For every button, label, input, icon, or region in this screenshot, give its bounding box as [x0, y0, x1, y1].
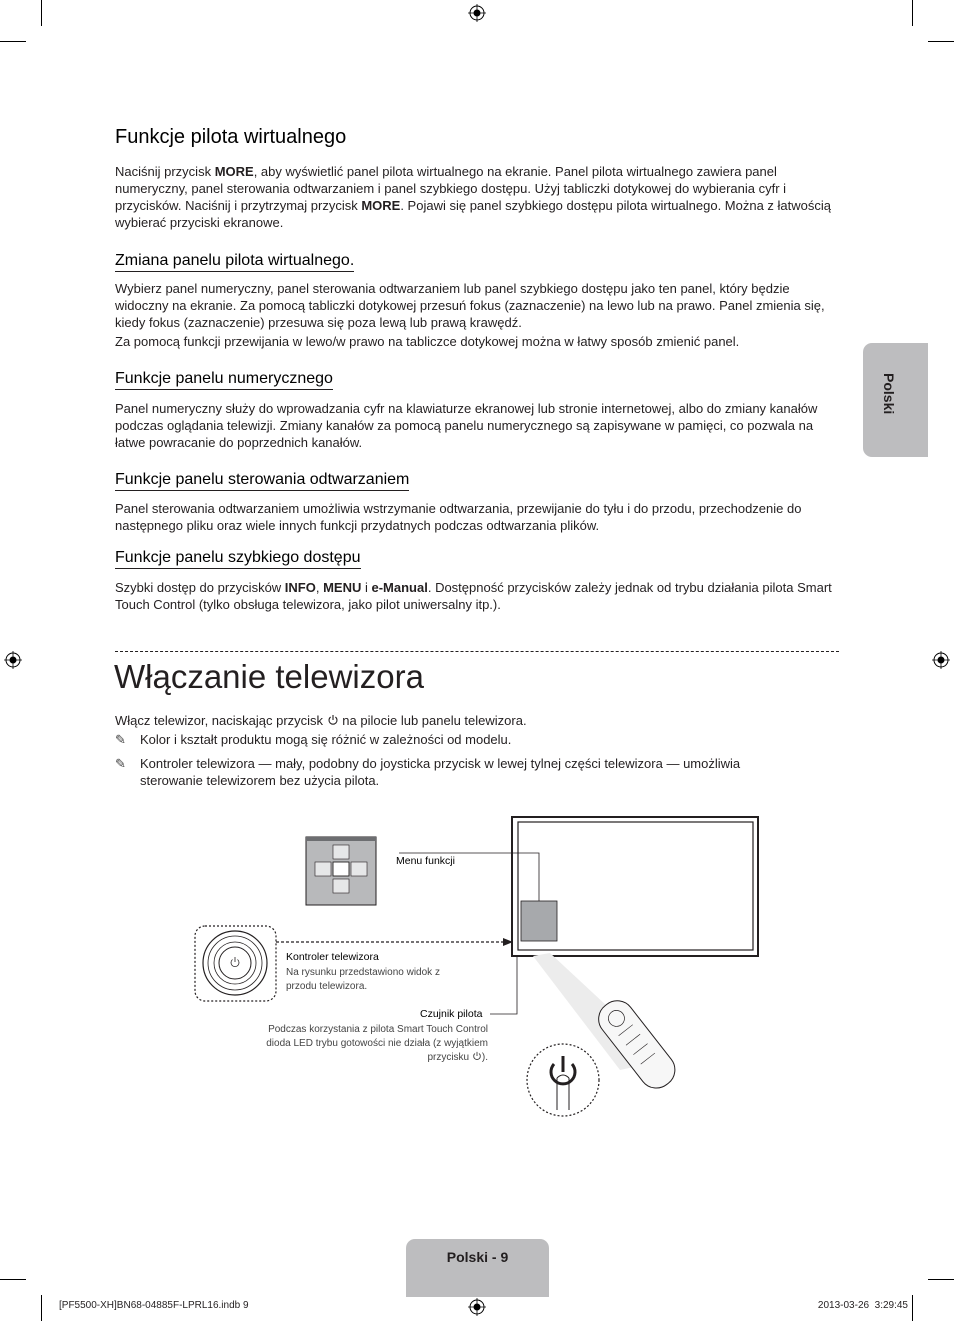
- language-tab-label: Polski: [881, 373, 897, 415]
- bold-keyword: INFO: [284, 580, 316, 595]
- intro-paragraph: [115, 163, 835, 231]
- crop-mark: [912, 1295, 913, 1321]
- subsection-title: Funkcje panelu numerycznego: [115, 370, 333, 390]
- registration-mark-icon: [468, 4, 486, 22]
- crop-mark: [0, 41, 26, 42]
- intro-text: Włącz telewizor, naciskając przycisk: [115, 713, 327, 728]
- sensor-label: Czujnik pilota: [420, 1008, 483, 1020]
- text-run: Szybki dostęp do przycisków: [115, 580, 285, 595]
- subsection-title: Funkcje panelu sterowania odtwarzaniem: [115, 471, 409, 491]
- power-press-circle: [527, 1044, 599, 1116]
- paragraph: Panel sterowania odtwarzaniem umożliwia wstrzymanie odtwarzania, przewijanie do tyłu i do przodu, przechodzenie do następnego pliku oraz wiele innych funkcji przydatnych podczas odtwarzania plików.: [115, 501, 802, 533]
- text-run: Naciśnij przycisk: [115, 164, 215, 179]
- page-heading: Włączanie telewizora: [114, 658, 424, 695]
- controller-description: Na rysunku przedstawiono widok z przodu telewizora.: [286, 967, 440, 992]
- crop-mark: [928, 41, 954, 42]
- menu-preview: [521, 901, 557, 941]
- power-icon: [472, 1051, 482, 1061]
- registration-mark-icon: [4, 651, 22, 669]
- page-number-tab: [406, 1239, 549, 1297]
- paragraph: [115, 579, 835, 613]
- paragraph: Panel numeryczny służy do wprowadzania cyfr na klawiaturze ekranowej lub stronie internetowej, albo do zmiany kanałów podczas oglądania telewizji. Zmiany kanałów za pomocą panelu numerycznego są zapisywane w pamięci, co pozwala na łatwe powracanie do poprzednich kanałów.: [115, 401, 818, 450]
- bold-keyword: MORE: [361, 198, 401, 213]
- crop-mark: [0, 1279, 26, 1280]
- text-run: ,: [315, 580, 324, 595]
- intro-text: na pilocie lub panelu telewizora.: [338, 713, 527, 728]
- menu-label: Menu funkcji: [396, 855, 455, 867]
- tv-diagram: [190, 810, 770, 1120]
- footer-timestamp: 2013-03-26 ︎ 3:29:45: [817, 1300, 908, 1311]
- language-side-tab: [863, 343, 928, 457]
- pencil-note-icon: ✎: [115, 756, 126, 771]
- crop-mark: [41, 0, 42, 26]
- subsection-title: Zmiana panelu pilota wirtualnego.: [115, 252, 354, 272]
- paragraph: Wybierz panel numeryczny, panel sterowania odtwarzaniem lub panel szybkiego dostępu jako ten panel, który będzie widoczny na ekranie. Za pomocą tabliczki dotykowej przesuń fokus (zaznaczenie) na lewo lub na prawo. Panel zmienia się, kiedy fokus (zaznaczenie) przesuwa się poza lewą lub prawą krawędź.: [115, 281, 825, 330]
- section-divider: [115, 651, 839, 652]
- footer-filename: [PF5500-XH]BN68-04885F-LPRL16.indb 9: [59, 1300, 249, 1311]
- bold-keyword: e-Manual: [371, 580, 428, 595]
- page-number: Polski - 9: [446, 1249, 509, 1265]
- crop-mark: [41, 1295, 42, 1321]
- registration-mark-icon: [932, 651, 950, 669]
- bold-keyword: MENU: [323, 580, 362, 595]
- controller-label: Kontroler telewizora: [286, 951, 379, 963]
- text-run: , aby wyświetlić panel pilota wirtualnego na ekranie. Panel pilota wirtualnego zawiera panel numeryczny, panel sterowania odtwarzaniem i panel szybkiego dostępu. Użyj tabliczki dotykowej do wybierania cyfr i przycisków. Naciśnij i przytrzymaj przycisk: [115, 164, 787, 213]
- intro-paragraph: [115, 712, 835, 729]
- bold-keyword: MORE: [214, 164, 254, 179]
- pencil-note-icon: ✎: [115, 732, 126, 747]
- subsection-title: Funkcje panelu szybkiego dostępu: [115, 549, 361, 569]
- crop-mark: [912, 0, 913, 26]
- crop-mark: [928, 1279, 954, 1280]
- sensor-description: Podczas korzystania z pilota Smart Touch Control dioda LED trybu gotowości nie działa (z wyjątkiem przycisku ).: [266, 1024, 488, 1063]
- text-run: . Dostępność przycisków zależy jednak od trybu działania pilota Smart Touch Control (tylko obsługa telewizora, jako pilot uniwersalny itp.).: [115, 580, 832, 612]
- paragraph: Za pomocą funkcji przewijania w lewo/w prawo na tabliczce dotykowej można w łatwy sposób zmienić panel.: [115, 334, 740, 349]
- registration-mark-icon: [468, 1298, 486, 1316]
- text-run: . Pojawi się panel szybkiego dostępu pilota wirtualnego. Można z łatwością wybierać przyciski ekranowe.: [115, 198, 832, 230]
- power-icon: [327, 714, 339, 726]
- text-run: i: [361, 580, 372, 595]
- section-title: Funkcje pilota wirtualnego: [115, 126, 347, 148]
